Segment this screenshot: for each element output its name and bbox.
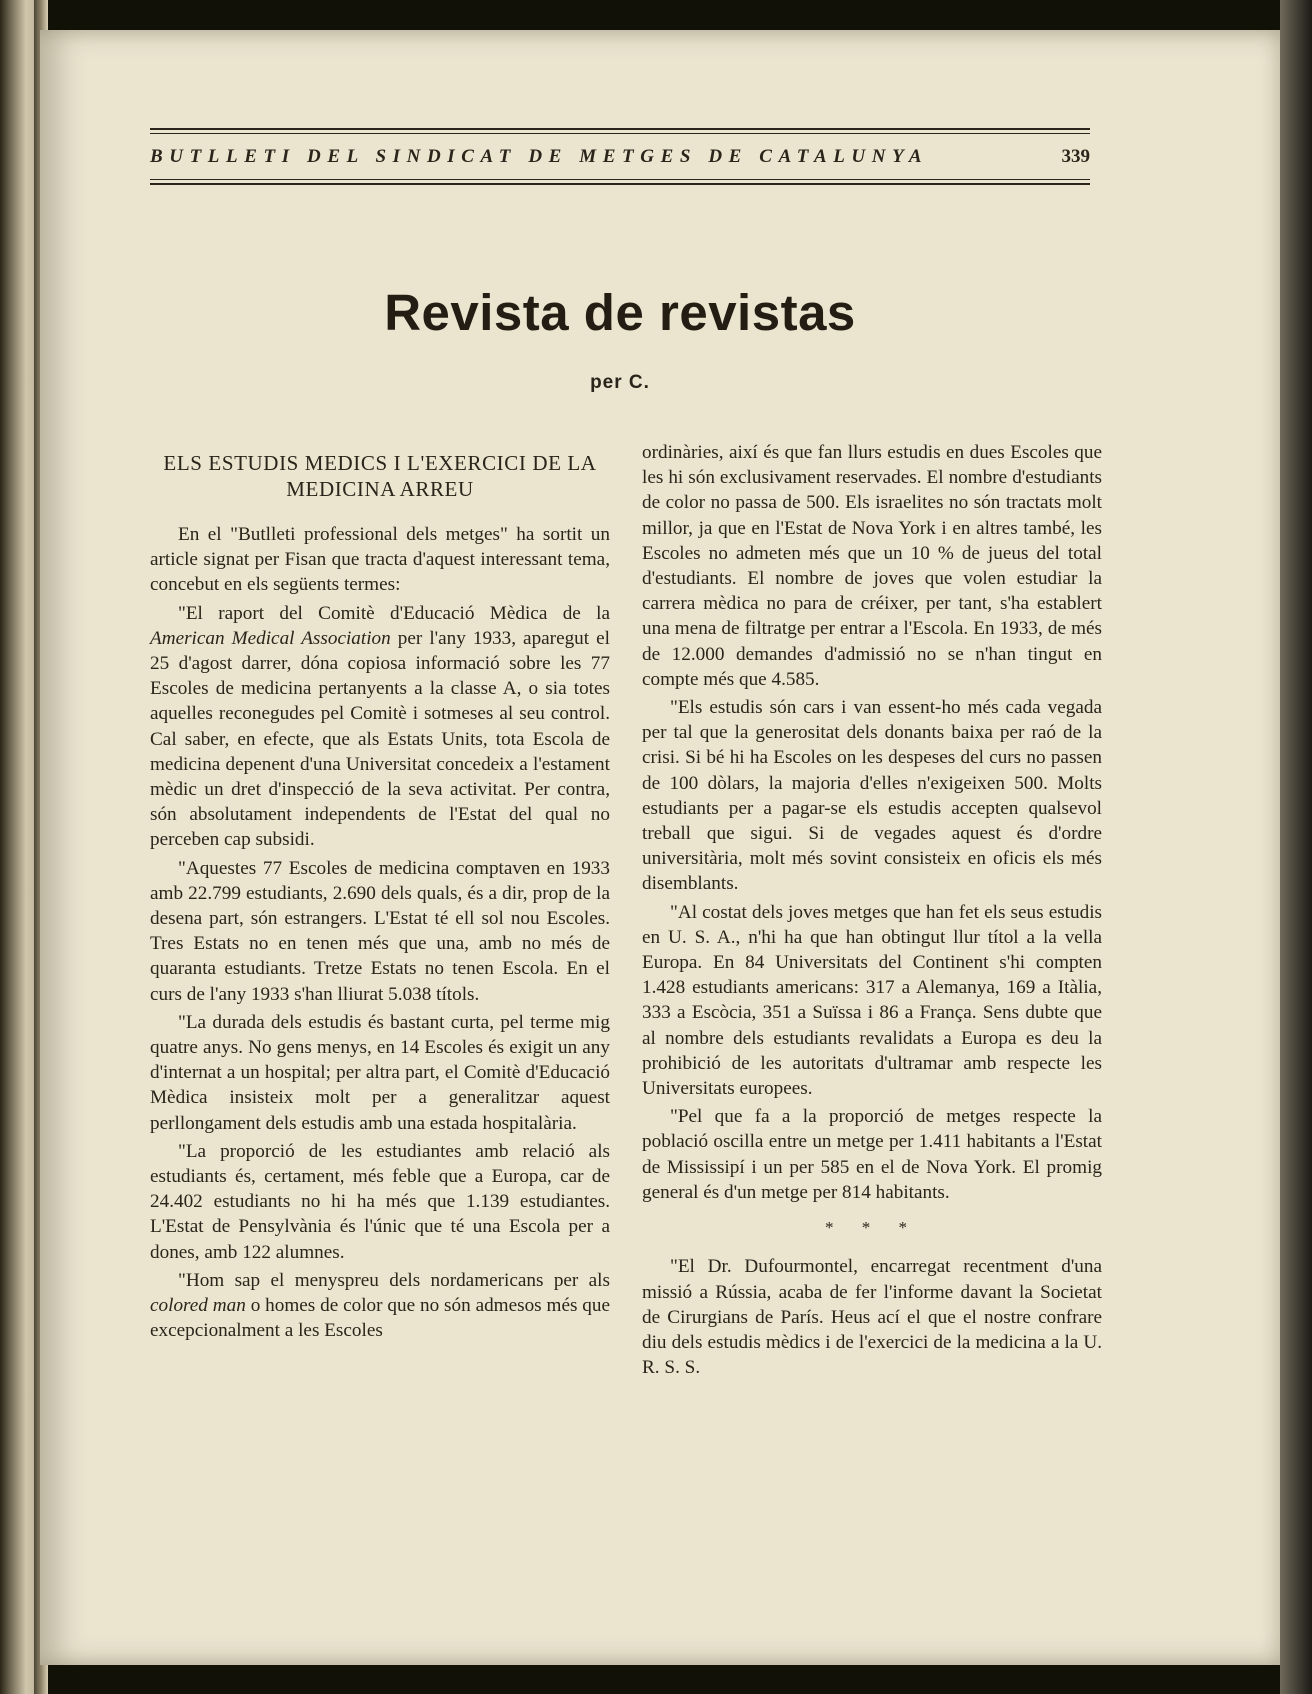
italic-term: colored man [150,1295,246,1317]
header-rule-bottom-thin [150,179,1090,180]
article-title: Revista de revistas [384,284,856,341]
paragraph: "Els estudis són cars i van essent-ho més cada vegada per tal que la generositat dels donants baixa per raó de la crisi. Si bé hi ha Escoles on les despeses del curs no passen de 100 dòlars, la majoria d'elles n'exigeixen 500. Molts estudiants per a pagar-se els estudis accepten qualsevol treball que sigui. Si de vegades aquest és d'ordre universitària, molt més sovint consisteix en oficis els més disemblants. [642,697,1102,895]
left-column [150,440,610,1344]
header-rule-top-thin [150,133,1090,134]
right-column [642,440,1102,1380]
paragraph: "El raport del Comitè d'Educació Mèdica de la American Medical Association per l'any 1933, aparegut el 25 d'agost darrer, dóna copiosa informació sobre les 77 Escoles de medicina pertanyents a la classe A, o sia totes aquelles reconegudes pel Comitè i sotmeses al seu control. Cal saber, en efecte, que als Estats Units, tota Escola de medicina depenent d'una Universitat concedeix a l'estament mèdic un dret d'inspecció de la seva activitat. Per contra, són absolutament independents de l'Estat del qual no perceben cap subsidi. [150,602,610,851]
running-header [150,140,1090,174]
paragraph: "Al costat dels joves metges que han fet els seus estudis en U. S. A., n'hi ha que han obtingut llur títol a la vella Europa. En 84 Universitats del Continent s'hi compten 1.428 estudiants americans: 317 a Alemanya, 169 a Itàlia, 333 a Escòcia, 351 a Suïssa i 86 a França. Sens dubte que al nombre dels estudiants revalidats a Europa es deu la prohibició de les autoritats d'ultramar amb respecte les Universitats europees. [642,901,1102,1100]
paragraph: ordinàries, així és que fan llurs estudis en dues Escoles que les hi són exclusivament reservades. El nombre d'estudiants de color no passa de 500. Els israelites no són tractats molt millor, ja que en l'Estat de Nova York i en altres també, les Escoles no admeten més que un 10 % de jueus del total d'estudiants. El nombre de joves que volen estudiar la carrera mèdica no para de créixer, per tant, s'ha establert una mena de filtratge per entrar a l'Escola. En 1933, de més de 12.000 demandes d'admissió no se n'han tingut en compte més que 4.585. [642,442,1102,690]
header-rule-bottom [150,183,1090,185]
paragraph: "El Dr. Dufourmontel, encarregat recentment d'una missió a Rússia, acaba de fer l'informe davant la Societat de Cirurgians de París. Heus ací el que el nostre confrare diu dels estudis mèdics i de l'exercici de la medicina a la U. R. S. S. [642,1256,1102,1379]
section-separator: * * * [825,1218,919,1238]
paragraph: En el "Butlleti professional dels metges" ha sortit un article signat per Fisan que tracta d'aquest interessant tema, concebut en els següents termes: [150,524,610,596]
header-rule-top [150,128,1090,130]
page-number: 339 [1061,146,1090,167]
article-byline: per C. [590,372,650,393]
italic-term: American Medical Association [150,627,391,649]
paragraph: "La durada dels estudis és bastant curta, pel terme mig quatre anys. No gens menys, en 14 Escoles és exigit un any d'internat a un hospital; per altra part, el Comitè d'Educació Mèdica insisteix molt per a generalitzar aquest perllongament dels estudis amb una estada hospitalària. [150,1011,610,1134]
paragraph: "Pel que fa a la proporció de metges respecte la població oscilla entre un metge per 1.411 habitants a l'Estat de Mississipí i un per 585 en el de Nova York. El promig general és d'un metge per 814 habitants. [642,1106,1102,1203]
section-heading: ELS ESTUDIS MEDICS I L'EXERCICI DE LA MEDICINA ARREU [163,451,597,501]
paragraph: "La proporció de les estudiantes amb relació als estudiants és, certament, més feble que a Europa, car de 24.402 estudiants no hi ha més que 1.139 estudiantes. L'Estat de Pensylvània és l'únic que té una Escola per a dones, amb 122 alumnes. [150,1140,610,1263]
page-edge [1280,0,1312,1694]
running-title: BUTLLETI DEL SINDICAT DE METGES DE CATALUNYA [150,146,929,167]
paragraph: "Hom sap el menyspreu dels nordamericans per als colored man o homes de color que no són admesos més que excepcionalment a les Escoles [150,1269,610,1342]
paragraph: "Aquestes 77 Escoles de medicina comptaven en 1933 amb 22.799 estudiants, 2.690 dels quals, és a dir, prop de la desena part, són estrangers. L'Estat té ell sol nou Escoles. Tres Estats no en tenen més que una, amb no més de quaranta estudiants. Tretze Estats no tenen Escola. En el curs de l'any 1933 s'han lliurat 5.038 títols. [150,857,610,1005]
